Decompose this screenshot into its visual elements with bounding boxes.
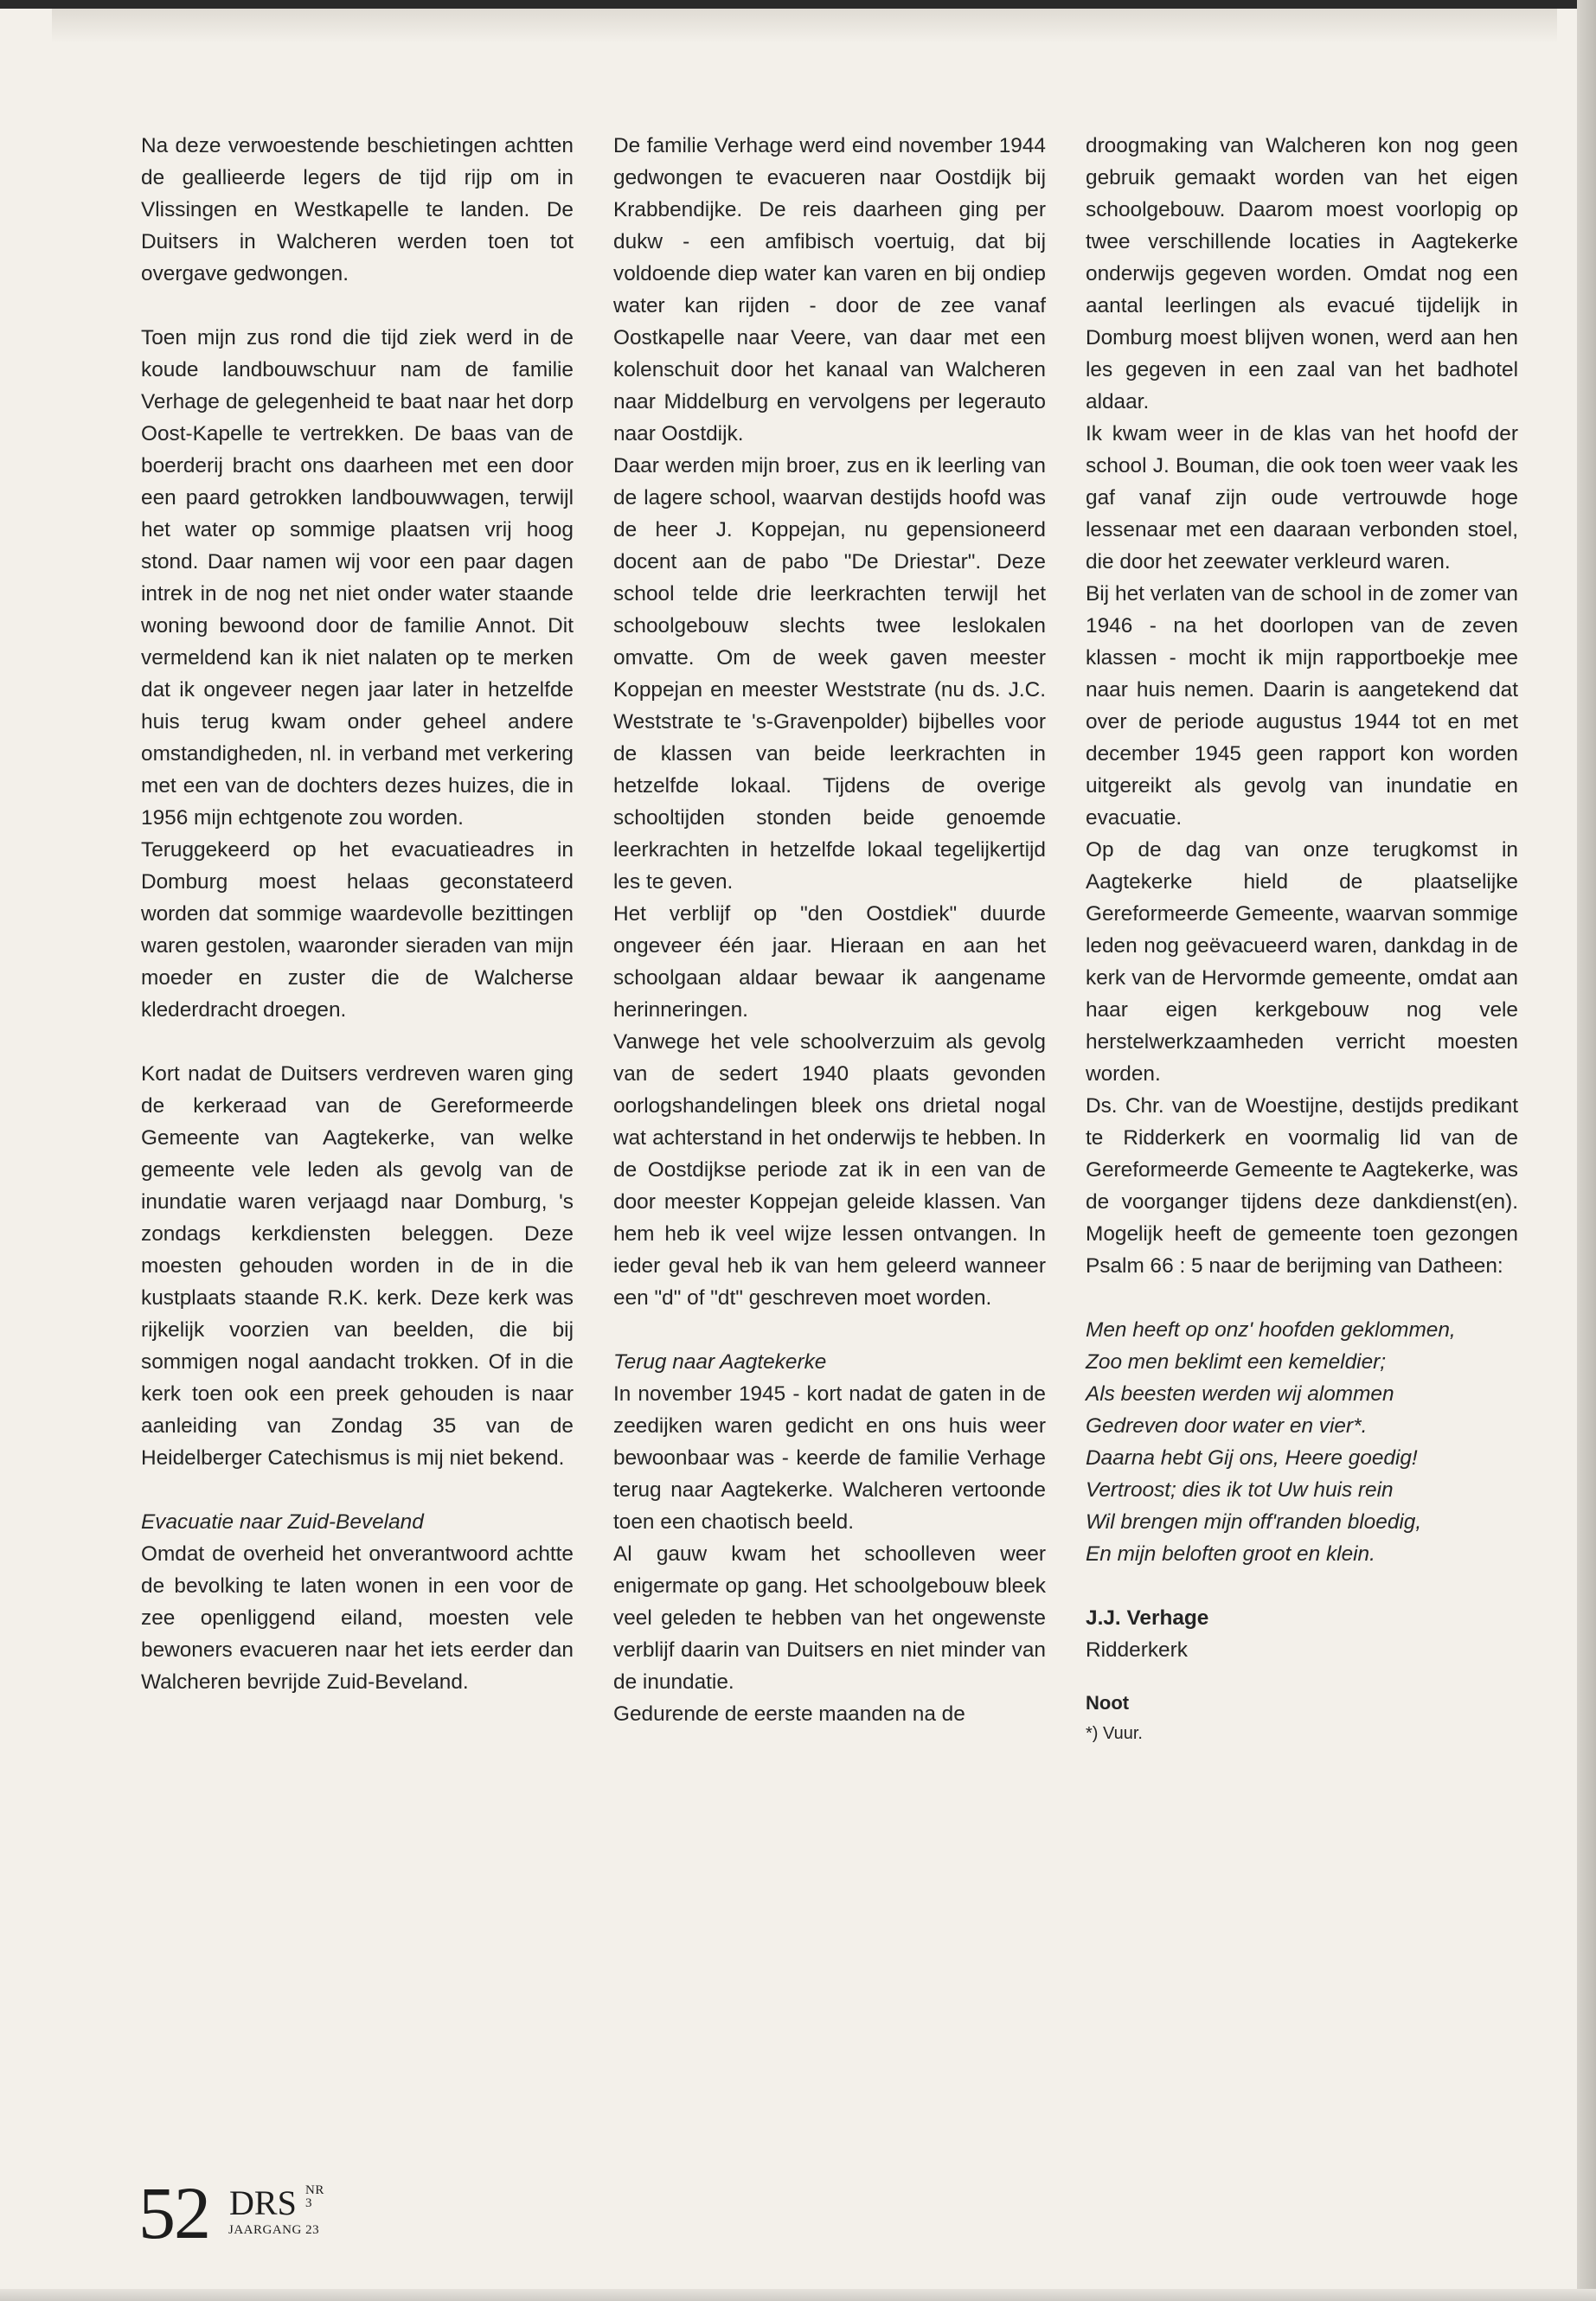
author-name: J.J. Verhage <box>1086 1606 1209 1630</box>
paragraph: Al gauw kwam het schoolleven weer enigermate op gang. Het schoolgebouw bleek veel geleden te hebben van het ongewenste verblijf daarin van Duitsers en niet minder van de inundatie. <box>613 1542 1046 1694</box>
verse-line: Zoo men beklimt een kemeldier; <box>1086 1350 1387 1374</box>
page-number: 52 <box>138 2171 209 2254</box>
note-heading: Noot <box>1086 1692 1130 1714</box>
verse-line: Vertroost; dies ik tot Uw huis rein <box>1086 1478 1394 1502</box>
verse-line: Wil brengen mijn off'randen bloedig, <box>1086 1510 1422 1534</box>
note-text: *) Vuur. <box>1086 1724 1143 1743</box>
scan-border-right <box>1577 0 1596 2301</box>
text-column-1 <box>141 130 574 1698</box>
verse-line: Als beesten werden wij alommen <box>1086 1382 1394 1406</box>
paragraph: De familie Verhage werd eind november 1944 gedwongen te evacueren naar Oostdijk bij Krabbendijke. De reis daarheen ging per dukw - een amfibisch voertuig, dat bij voldoende diep water kan varen en bij ondiep water kan rijden - door de zee vanaf Oostkapelle naar Veere, van daar met een kolenschuit door het kanaal van Walcheren naar Middelburg en vervolgens per legerauto naar Oostdijk. <box>613 134 1046 445</box>
psalm-verse <box>1086 1314 1518 1570</box>
paragraph: Het verblijf op "den Oostdiek" duurde ongeveer één jaar. Hieraan en aan het schoolgaan aldaar bewaar ik aangename herinneringen. <box>613 902 1046 1022</box>
paragraph: Daar werden mijn broer, zus en ik leerling van de lagere school, waarvan destijds hoofd was de heer J. Koppejan, nu gepensioneerd docent aan de pabo "De Driestar". Deze school telde drie leerkrachten terwijl het schoolgebouw slechts twee leslokalen omvatte. Om de week gaven meester Koppejan en meester Weststrate (nu ds. J.C. Weststrate te 's-Gravenpolder) bijbelles voor de klassen van beide leerkrachten in hetzelfde lokaal. Tijdens de overige schooltijden stonden beide genoemde leerkrachten in hetzelfde lokaal tegelijkertijd les te geven. <box>613 454 1046 894</box>
paragraph: Ik kwam weer in de klas van het hoofd der school J. Bouman, die ook toen weer vaak les gaf vanaf zijn oude vertrouwde hoge lessenaar met een daaraan verbonden stoel, die door het zeewater verkleurd waren. <box>1086 422 1518 574</box>
paragraph: Na deze verwoestende beschietingen achtten de geallieerde legers de tijd rijp om in Vlissingen en Westkapelle te landen. De Duitsers in Walcheren werden toen tot overgave gedwongen. <box>141 134 574 285</box>
text-column-3 <box>1086 130 1518 1748</box>
section-subheading: Evacuatie naar Zuid-Beveland <box>141 1510 424 1534</box>
paragraph: Vanwege het vele schoolverzuim als gevolg van de sedert 1940 plaats gevonden oorlogshandelingen bleek ons drietal nogal wat achterstand in het onderwijs te hebben. In de Oostdijkse periode zat ik in een van de door meester Koppejan geleide klassen. Van hem heb ik veel wijze lessen ontvangen. In ieder geval heb ik van hem geleerd wanneer een "d" of "dt" geschreven moet worden. <box>613 1030 1046 1310</box>
scan-border-bottom <box>0 2289 1596 2301</box>
volume-label: JAARGANG 23 <box>228 2223 320 2237</box>
paragraph: Kort nadat de Duitsers verdreven waren ging de kerkeraad van de Gereformeerde Gemeente van Aagtekerke, van welke gemeente vele leden als gevolg van de inundatie waren verjaagd naar Domburg, 's zondags kerkdiensten beleggen. Deze moesten gehouden worden in de in die kustplaats staande R.K. kerk. Deze kerk was rijkelijk voorzien van beelden, die bij sommigen nogal aandacht trokken. Of in die kerk toen ook een preek gehouden is naar aanleiding van Zondag 35 van de Heidelberger Catechismus is mij niet bekend. <box>141 1062 574 1470</box>
paragraph: Ds. Chr. van de Woestijne, destijds predikant te Ridderkerk en voormalig lid van de Gereformeerde Gemeente te Aagtekerke, was de voorganger tijdens deze dankdienst(en). Mogelijk heeft de gemeente toen gezongen Psalm 66 : 5 naar de berijming van Datheen: <box>1086 1094 1518 1278</box>
paragraph: Op de dag van onze terugkomst in Aagtekerke hield de plaatselijke Gereformeerde Gemeente, waarvan sommige leden nog geëvacueerd waren, dankdag in de kerk van de Hervormde gemeente, omdat aan haar eigen kerkgebouw nog vele herstelwerkzaamheden verricht moesten worden. <box>1086 838 1518 1086</box>
paragraph: Gedurende de eerste maanden na de <box>613 1702 965 1726</box>
text-column-2 <box>613 130 1046 1730</box>
verse-line: Men heeft op onz' hoofden geklommen, <box>1086 1318 1456 1342</box>
paragraph: droogmaking van Walcheren kon nog geen gebruik gemaakt worden van het eigen schoolgebouw. Daarom moest voorlopig op twee verschillende locaties in Aagtekerke onderwijs gegeven worden. Omdat nog een aantal leerlingen als evacué tijdelijk in Domburg moest blijven wonen, werd aan hen les gegeven in een zaal van het badhotel aldaar. <box>1086 134 1518 413</box>
scan-border-top <box>0 0 1596 9</box>
paragraph: Bij het verlaten van de school in de zomer van 1946 - na het doorlopen van de zeven klassen - mocht ik mijn rapportboekje mee naar huis nemen. Daarin is aangetekend dat over de periode augustus 1944 tot en met december 1945 geen rapport kon worden uitgereikt als gevolg van inundatie en evacuatie. <box>1086 582 1518 830</box>
paragraph: Teruggekeerd op het evacuatieadres in Domburg moest helaas geconstateerd worden dat sommige waardevolle bezittingen waren gestolen, waaronder sieraden van mijn moeder en zuster die de Walcherse klederdracht droegen. <box>141 838 574 1022</box>
paragraph: Omdat de overheid het onverantwoord achtte de bevolking te laten wonen in een voor de zee openliggend eiland, moesten vele bewoners evacueren naar het iets eerder dan Walcheren bevrijde Zuid-Beveland. <box>141 1542 574 1694</box>
author-place: Ridderkerk <box>1086 1638 1188 1662</box>
issue-number: NR 3 <box>305 2183 324 2210</box>
verse-line: En mijn beloften groot en klein. <box>1086 1542 1375 1566</box>
previous-page-shadow <box>52 9 1557 43</box>
verse-line: Gedreven door water en vier*. <box>1086 1414 1368 1438</box>
paragraph: In november 1945 - kort nadat de gaten in de zeedijken waren gedicht en ons huis weer bewoonbaar was - keerde de familie Verhage terug naar Aagtekerke. Walcheren vertoonde toen een chaotisch beeld. <box>613 1382 1046 1534</box>
section-subheading: Terug naar Aagtekerke <box>613 1350 827 1374</box>
magazine-title: DRS <box>229 2183 297 2222</box>
paragraph: Toen mijn zus rond die tijd ziek werd in de koude landbouwschuur nam de familie Verhage de gelegenheid te baat naar het dorp Oost-Kapelle te vertrekken. De baas van de boerderij bracht ons daarheen met een door een paard getrokken landbouwwagen, terwijl het water op sommige plaatsen vrij hoog stond. Daar namen wij voor een paar dagen intrek in de nog net niet onder water staande woning bewoond door de familie Annot. Dit vermeldend kan ik niet nalaten op te merken dat ik ongeveer negen jaar later in hetzelfde huis terug kwam onder geheel andere omstandigheden, nl. in verband met verkering met een van de dochters dezes huizes, die in 1956 mijn echtgenote zou worden. <box>141 326 574 830</box>
verse-line: Daarna hebt Gij ons, Heere goedig! <box>1086 1446 1418 1470</box>
